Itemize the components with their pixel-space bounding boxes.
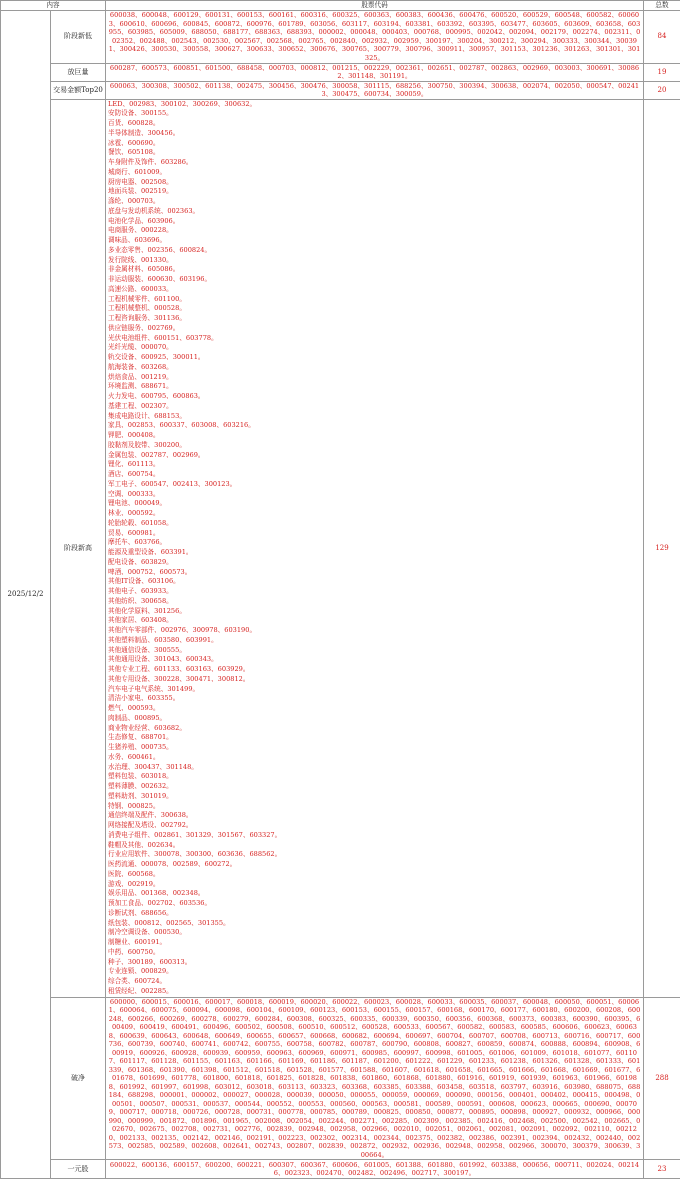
table-row-new-high xyxy=(1,99,680,997)
industry-line: 胶黏剂及胶带、300200。 xyxy=(108,441,641,451)
count-broken: 288 xyxy=(644,997,680,1160)
industry-line: 工程机械零件、601100。 xyxy=(108,295,641,305)
industry-line: 高速公路、600033。 xyxy=(108,285,641,295)
date-cell: 2025/12/2 xyxy=(1,10,51,1179)
industry-line: 纸包装、000812、002565、301355。 xyxy=(108,919,641,929)
industry-line: 生态修复、688701。 xyxy=(108,733,641,743)
industry-line: 基建工程、002307。 xyxy=(108,402,641,412)
industry-list xyxy=(106,99,644,997)
industry-line: 肉制品、000895。 xyxy=(108,714,641,724)
industry-line: 消费电子组件、002861、301329、301567、603327。 xyxy=(108,831,641,841)
industry-line: 租赁经纪、002285。 xyxy=(108,987,641,997)
table-header-row xyxy=(1,1,680,11)
industry-line: 其他专业工程、601133、603163、603929。 xyxy=(108,665,641,675)
industry-line: 发行院线、001330。 xyxy=(108,256,641,266)
industry-line: 贸易、600981。 xyxy=(108,529,641,539)
table-row-broken xyxy=(1,997,680,1160)
industry-line: 塑料薄膜、002632。 xyxy=(108,782,641,792)
industry-line: 车身附件及饰件、603286。 xyxy=(108,158,641,168)
industry-line: 供应链服务、002769。 xyxy=(108,324,641,334)
industry-line: 光纤光缆、000070。 xyxy=(108,343,641,353)
industry-line: 锂化、601113。 xyxy=(108,460,641,470)
industry-line: 火力发电、600795、600863。 xyxy=(108,392,641,402)
industry-line: 涤纶、000703。 xyxy=(108,197,641,207)
count-new-high: 129 xyxy=(644,99,680,997)
table-row-volume xyxy=(1,63,680,81)
industry-line: 汽车电子电气系统、301499。 xyxy=(108,685,641,695)
industry-line: 中药、600750。 xyxy=(108,948,641,958)
industry-line: 鞋帽及其他、002634。 xyxy=(108,841,641,851)
industry-line: 其他通信设备、300555。 xyxy=(108,646,641,656)
industry-line: 光伏电池组件、600151、603778。 xyxy=(108,334,641,344)
industry-line: 非运动服装、600630、603196。 xyxy=(108,275,641,285)
industry-line: 林业、000592。 xyxy=(108,509,641,519)
industry-line: 轮胎轮毂、601058。 xyxy=(108,519,641,529)
industry-line: 厨房电器、002508。 xyxy=(108,178,641,188)
industry-line: 锂电池、000049。 xyxy=(108,499,641,509)
industry-line: 家具、002853、600337、603008、603216。 xyxy=(108,421,641,431)
codes-volume: 600287、600573、600851、601500、688458、000703、000812、001215、002229、002361、002651、002787、002863、002969、003003、300691、300862、301148、301191。 xyxy=(106,63,644,81)
category-top20: 交易金额Top20 xyxy=(51,81,106,99)
codes-one-yuan: 600022、600136、600157、600200、600221、600307、600367、600606、601005、601388、601880、601992、603388、000656、000711、002024、002146、002323、002470、002482、002496、002717、300197。 xyxy=(106,1160,644,1179)
codes-top20: 600063、300308、300502、601138、002475、300456、300476、300058、301115、688256、300750、300394、300638、002074、002050、000547、002413、300475、600734、300059。 xyxy=(106,81,644,99)
industry-line: 其他化学原料、301256。 xyxy=(108,607,641,617)
industry-line: 集成电路设计、688153。 xyxy=(108,412,641,422)
industry-line: 医院、600568。 xyxy=(108,870,641,880)
industry-line: 非金属材料、605086。 xyxy=(108,265,641,275)
industry-line: 其他IT设备、603106。 xyxy=(108,577,641,587)
industry-line: 工程机械整机、000528。 xyxy=(108,304,641,314)
industry-line: 百货、600828。 xyxy=(108,119,641,129)
industry-line: 电池化学品、603906。 xyxy=(108,217,641,227)
category-new-high: 阶段新高 xyxy=(51,99,106,997)
count-top20: 20 xyxy=(644,81,680,99)
category-volume: 放巨量 xyxy=(51,63,106,81)
header-codes: 股票代码 xyxy=(106,1,644,11)
category-one-yuan: 一元股 xyxy=(51,1160,106,1179)
industry-line: 网络接配及塔设、002792。 xyxy=(108,821,641,831)
industry-line: 预加工食品、002702、603536。 xyxy=(108,899,641,909)
industry-line: 航海装备、603268。 xyxy=(108,363,641,373)
industry-line: 半导体制造、300456。 xyxy=(108,129,641,139)
industry-line: 钾肥、000408。 xyxy=(108,431,641,441)
industry-line: 生猪养殖、000735。 xyxy=(108,743,641,753)
industry-line: 娱乐用品、001368、002348。 xyxy=(108,889,641,899)
codes-new-low: 600038、600048、600129、600131、600153、600161、600316、600325、600363、600383、600436、600476、600520、600529、600548、600582、600603、600610、600696、600845、600872、600976、601789、603056、603117、603194、603381、603392、603395、603477、603605、603609、603658、603955、603985、605009、688050、688177、688363、688393、000002、000048、000403、000768、000995、002042、002094、002179、002274、002311、002352、002488、002543、002530、002567、002568、002765、002840、002932、002959、300197、300204、300212、300294、300333、300344、300391、300426、300530、300558、300627、300633、300652、300676、300765、300779、300796、300911、300957、301153、301236、301263、301301、301325。 xyxy=(106,10,644,63)
industry-line: 冰雹、600690。 xyxy=(108,139,641,149)
industry-line: 种子、300189、600313。 xyxy=(108,958,641,968)
table-row-top20 xyxy=(1,81,680,99)
count-new-low: 84 xyxy=(644,10,680,63)
industry-line: 调味品、603696。 xyxy=(108,236,641,246)
industry-line: 通信终端及配件、300638。 xyxy=(108,811,641,821)
category-broken: 破净 xyxy=(51,997,106,1160)
table-row-one-yuan xyxy=(1,1160,680,1179)
industry-line: 其他汽车零部件、002976、300978、603190。 xyxy=(108,626,641,636)
industry-line: LED、002983、300102、300269、300632。 xyxy=(108,100,641,110)
industry-line: 诊断试剂、688656。 xyxy=(108,909,641,919)
count-one-yuan: 23 xyxy=(644,1160,680,1179)
industry-line: 配电设备、603829。 xyxy=(108,558,641,568)
industry-line: 塑料包装、603018。 xyxy=(108,772,641,782)
industry-line: 底盘与发动机系统、002363。 xyxy=(108,207,641,217)
industry-line: 水治理、300437、301148。 xyxy=(108,763,641,773)
industry-line: 清洁小家电、603355。 xyxy=(108,694,641,704)
industry-line: 军工电子、600547、002413、300123。 xyxy=(108,480,641,490)
industry-line: 多业态零售、002356、600824。 xyxy=(108,246,641,256)
industry-line: 啤酒、000752、600573。 xyxy=(108,568,641,578)
industry-line: 城商行、601009。 xyxy=(108,168,641,178)
industry-line: 制糖业、600191。 xyxy=(108,938,641,948)
industry-line: 其他专用设备、300228、300471、300812。 xyxy=(108,675,641,685)
codes-broken: 600000、600015、600016、600017、600018、600019、600020、600022、600023、600028、600033、600035、600037、600048、600050、600051、600061、600064、600075、600094、600098、600104、600109、600123、600153、600155、600157、600168、600170、600177、600180、600200、600208、600248、600266、600269、600278、600279、600284、600308、600325、600335、600339、600350、600356、600368、600373、600383、600390、600395、600409、600419、600491、600496、600502、600508、600510、600512、600528、600533、600567、600582、600583、600585、600606、600623、600638、600639、600643、600648、600649、600655、600657、600668、600682、600694、600697、600704、600707、600708、600713、600716、600717、600736、600739、600740、600741、600742、600755、600758、600782、600787、600790、600808、600827、600859、600874、600888、600894、600908、600919、600926、600928、600939、600959、600963、600969、600971、600985、600997、600998、601005、601006、601009、601018、601077、601107、601117、601128、601155、601163、601166、601169、601186、601187、601200、601222、601229、601233、601238、601326、601328、601333、601339、601368、601390、601398、601512、601518、601528、601577、601588、601607、601618、601658、601665、601666、601668、601669、601677、601678、601699、601778、601800、601818、601825、601828、601838、601860、601868、601880、601916、601919、601939、601963、601966、601988、601992、601997、601998、603012、603018、603113、603323、603368、603385、603388、603458、603518、603797、603916、603980、688075、688184、688298、000001、000002、000027、000028、000039、000050、000055、000059、000069、000090、000156、000401、000402、000415、000498、000501、000507、000531、000537、000544、000552、000553、000560、000563、000581、000589、000591、000608、000623、000665、000690、000709、000717、000718、000726、000728、000731、000778、000785、000789、000825、000850、000877、000895、000898、000927、000932、000966、000990、000999、001872、001896、001965、002008、002054、002244、002271、002285、002309、002385、002416、002468、002500、002542、002665、002670、002675、002708、002731、002776、002839、002948、002958、002966、002010、002051、002061、002081、002091、002092、002110、002120、002133、002135、002142、002146、002191、002223、002302、002314、002344、002375、002382、002386、002391、002394、002432、002440、002573、002585、002589、002608、002641、002743、002807、002839、002872、002932、002936、002948、002958、002966、300070、300379、300639、300664。 xyxy=(106,997,644,1160)
industry-line: 综合类、600724。 xyxy=(108,977,641,987)
industry-line: 商业物业经营、603682。 xyxy=(108,724,641,734)
industry-line: 其他电子、603933。 xyxy=(108,587,641,597)
industry-line: 专业连锁、000829。 xyxy=(108,967,641,977)
industry-line: 地面兵装、002519。 xyxy=(108,187,641,197)
industry-line: 电商服务、000228。 xyxy=(108,226,641,236)
industry-line: 酒店、600754。 xyxy=(108,470,641,480)
industry-line: 其他通用设备、301043、600343。 xyxy=(108,655,641,665)
industry-line: 工程咨询服务、301136。 xyxy=(108,314,641,324)
industry-line: 空调、000333。 xyxy=(108,490,641,500)
industry-line: 其他塑料制品、603580、603991。 xyxy=(108,636,641,646)
industry-line: 餐饮、605108。 xyxy=(108,148,641,158)
industry-line: 轨交设备、600925、300011。 xyxy=(108,353,641,363)
industry-line: 烘焙食品、001219。 xyxy=(108,373,641,383)
industry-line: 其他纺织、300658。 xyxy=(108,597,641,607)
industry-line: 水务、600461。 xyxy=(108,753,641,763)
industry-line: 特钢、000825。 xyxy=(108,802,641,812)
industry-line: 安防设备、300155。 xyxy=(108,109,641,119)
industry-line: 环境监测、688671。 xyxy=(108,382,641,392)
industry-line: 行业应用软件、300078、300300、603636、688562。 xyxy=(108,850,641,860)
table-row-new-low xyxy=(1,10,680,63)
header-count: 总数 xyxy=(644,1,680,11)
industry-line: 燃气、000593。 xyxy=(108,704,641,714)
header-content: 内容 xyxy=(1,1,106,11)
industry-line: 塑料助剂、301019。 xyxy=(108,792,641,802)
industry-line: 游戏、002919。 xyxy=(108,880,641,890)
industry-line: 医药流通、000078、002589、600272。 xyxy=(108,860,641,870)
industry-line: 摩托车、603766。 xyxy=(108,538,641,548)
industry-line: 其他家居、603408。 xyxy=(108,616,641,626)
industry-line: 制冷空调设备、000530。 xyxy=(108,928,641,938)
count-volume: 19 xyxy=(644,63,680,81)
industry-line: 能源及重型设备、603391。 xyxy=(108,548,641,558)
industry-line: 金属包装、002787、002969。 xyxy=(108,451,641,461)
category-new-low: 阶段新低 xyxy=(51,10,106,63)
